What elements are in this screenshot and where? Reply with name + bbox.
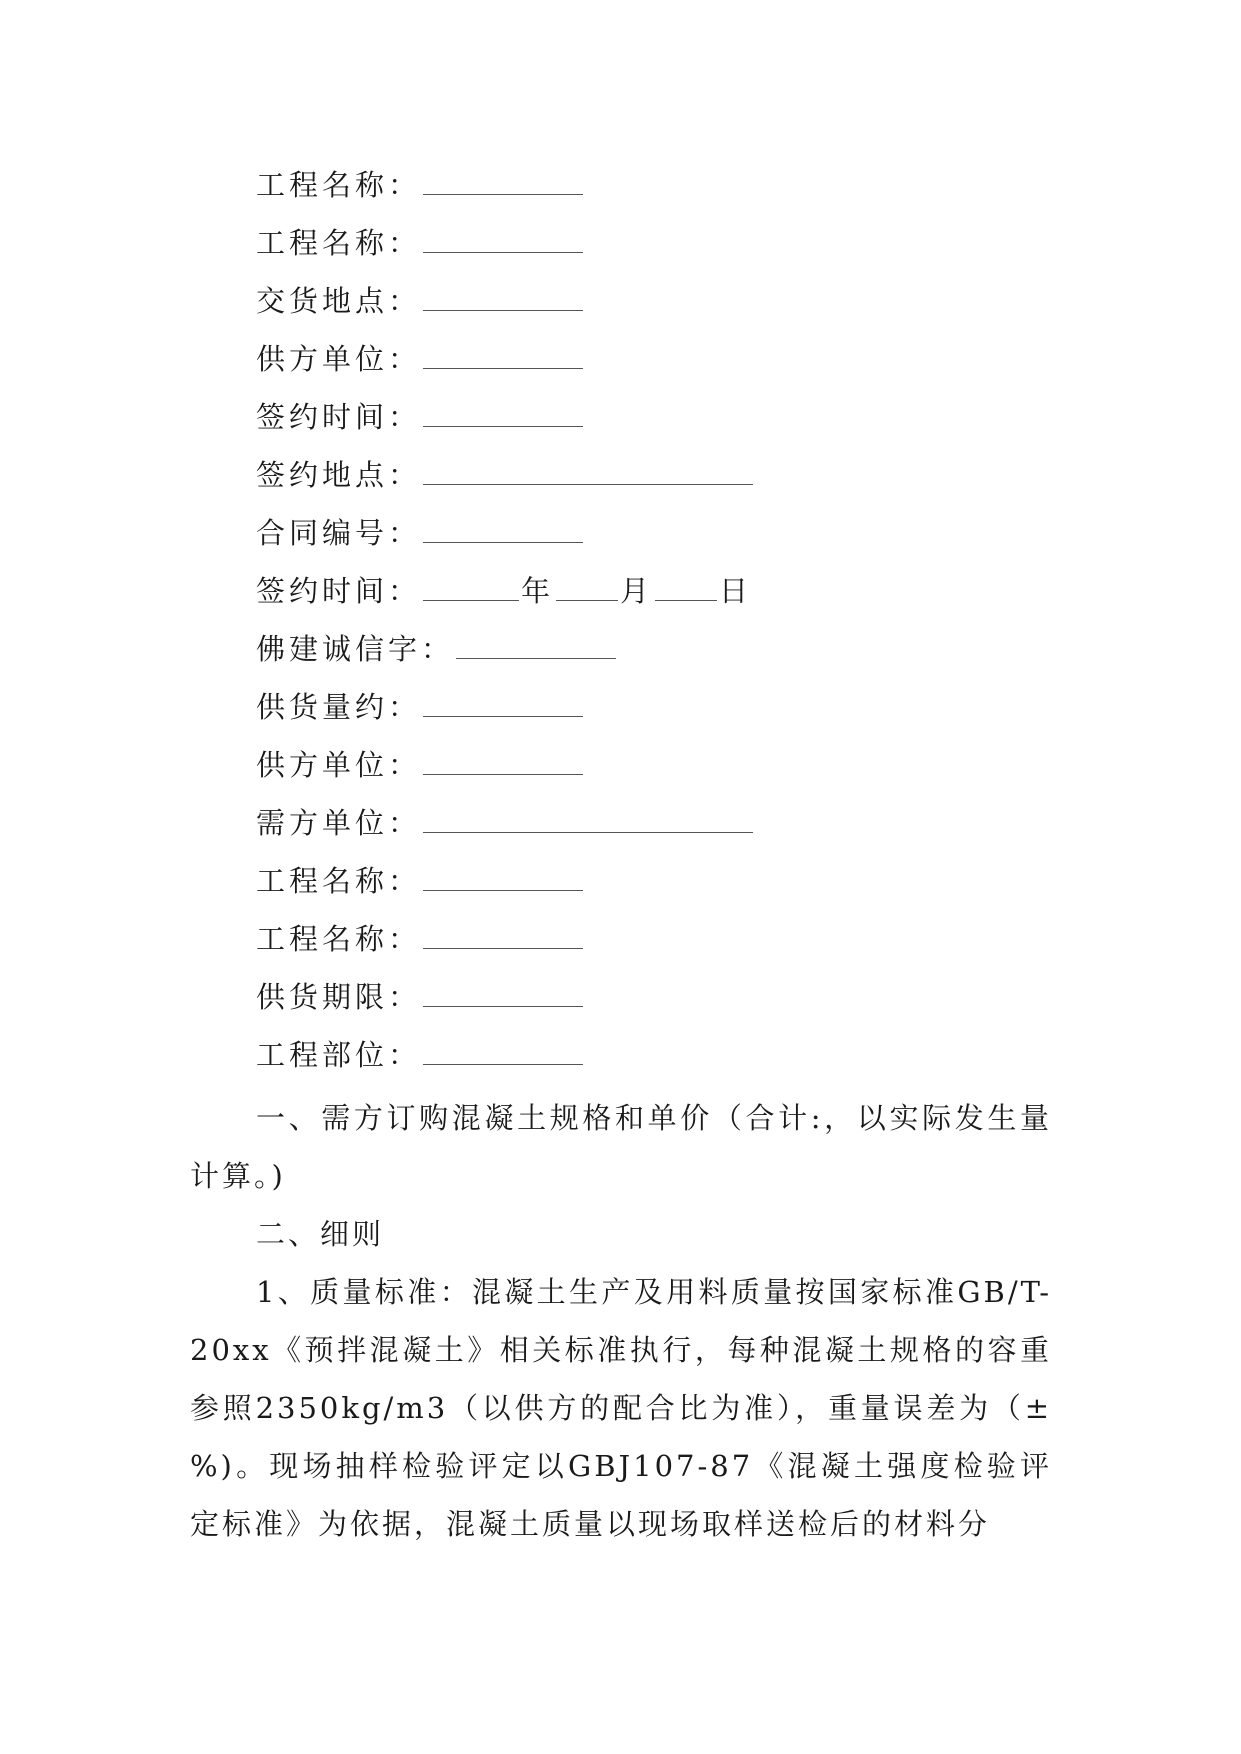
field-integrity-code bbox=[256, 632, 618, 666]
field-supplier-2 bbox=[256, 748, 585, 782]
blank-line bbox=[423, 924, 583, 949]
field-supply-quantity bbox=[256, 690, 585, 724]
field-project-part bbox=[256, 1038, 585, 1072]
field-label: 合同编号： bbox=[256, 516, 422, 550]
blank-month bbox=[556, 576, 618, 601]
field-signing-place bbox=[256, 458, 755, 492]
clause-1-paragraph: 1、质量标准：混凝土生产及用料质量按国家标准GB/T-20xx《预拌混凝土》相关标准执行，每种混凝土规格的容重参照2350kg/m3（以供方的配合比为准），重量误差为（±%)。现场抽样检验评定以GBJ107-87《混凝土强度检验评定标准》为依据，混凝土质量以现场取样送检后的材料分 bbox=[190, 1275, 1052, 1541]
field-signing-date bbox=[256, 574, 752, 608]
blank-line bbox=[423, 228, 583, 253]
blank-line bbox=[423, 1040, 583, 1065]
blank-day bbox=[655, 576, 717, 601]
field-project-name-2 bbox=[256, 226, 585, 260]
blank-line bbox=[423, 982, 583, 1007]
field-label: 签约地点： bbox=[256, 458, 422, 492]
day-label: 日 bbox=[719, 574, 753, 608]
field-supply-period bbox=[256, 980, 585, 1014]
field-signing-time-1 bbox=[256, 400, 585, 434]
field-label: 供货量约： bbox=[256, 690, 422, 724]
blank-line bbox=[423, 402, 583, 427]
section-1-paragraph: 一、需方订购混凝土规格和单价（合计:，以实际发生量计算。) bbox=[190, 1101, 1052, 1193]
blank-line bbox=[423, 750, 583, 775]
field-label: 供方单位： bbox=[256, 342, 422, 376]
year-label: 年 bbox=[521, 574, 555, 608]
field-label: 工程名称： bbox=[256, 226, 422, 260]
field-label: 工程名称： bbox=[256, 864, 422, 898]
field-label: 工程部位： bbox=[256, 1038, 422, 1072]
field-contract-number bbox=[256, 516, 585, 550]
blank-line bbox=[423, 286, 583, 311]
field-project-name-3 bbox=[256, 864, 585, 898]
blank-line bbox=[423, 518, 583, 543]
field-project-name-4 bbox=[256, 922, 585, 956]
blank-line bbox=[423, 692, 583, 717]
field-delivery-place bbox=[256, 284, 585, 318]
field-label: 供货期限： bbox=[256, 980, 422, 1014]
blank-line bbox=[423, 866, 583, 891]
blank-year bbox=[423, 576, 519, 601]
blank-line bbox=[423, 170, 583, 195]
field-supplier-1 bbox=[256, 342, 585, 376]
field-label: 工程名称： bbox=[256, 168, 422, 202]
blank-line bbox=[423, 344, 583, 369]
field-label: 佛建诚信字： bbox=[256, 632, 455, 666]
section-2-heading: 二、细则 bbox=[256, 1217, 385, 1251]
blank-line bbox=[423, 460, 753, 485]
field-label: 供方单位： bbox=[256, 748, 422, 782]
field-label: 签约时间： bbox=[256, 400, 422, 434]
blank-line bbox=[423, 808, 753, 833]
field-label: 工程名称： bbox=[256, 922, 422, 956]
field-label: 需方单位： bbox=[256, 806, 422, 840]
field-label: 签约时间： bbox=[256, 574, 422, 608]
field-label: 交货地点： bbox=[256, 284, 422, 318]
blank-line bbox=[456, 634, 616, 659]
month-label: 月 bbox=[620, 574, 654, 608]
field-buyer bbox=[256, 806, 755, 840]
field-project-name-1 bbox=[256, 168, 585, 202]
